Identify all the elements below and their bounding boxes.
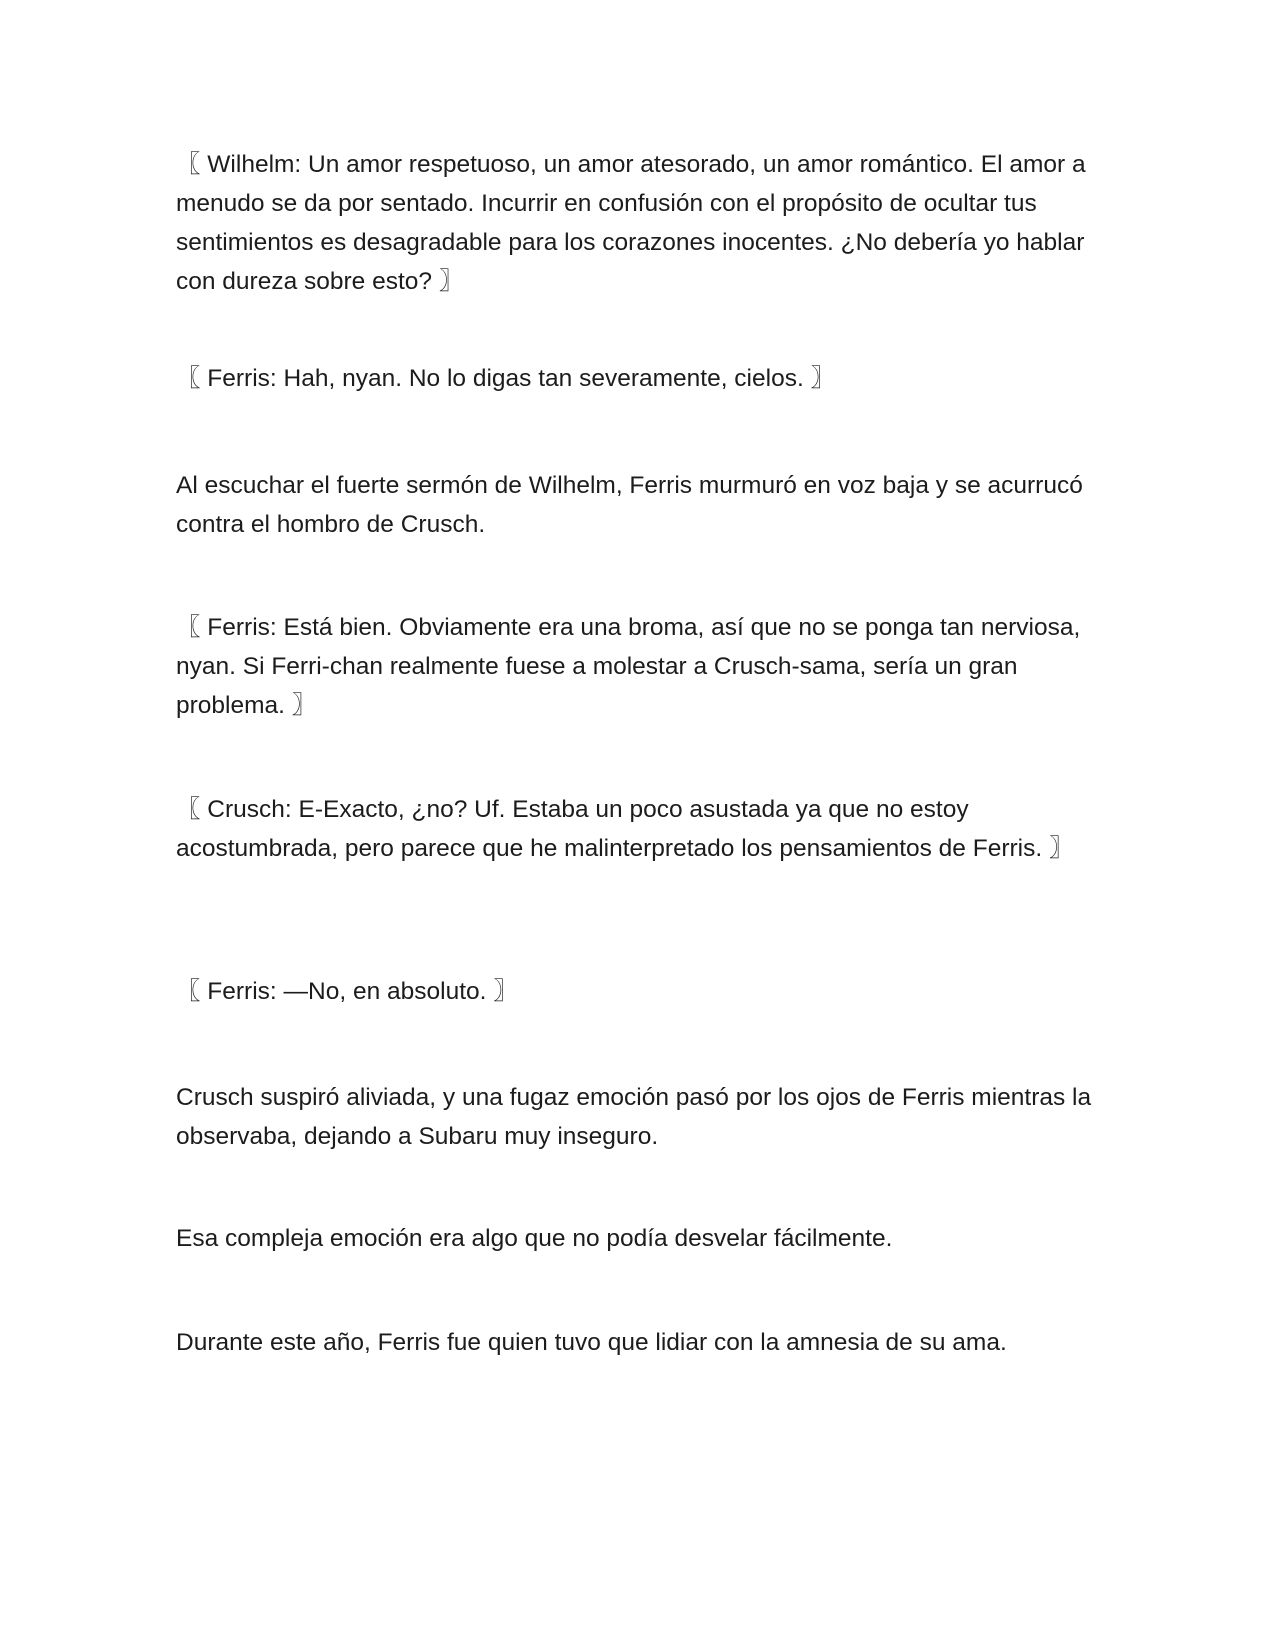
paragraph-ferris-joke: 〖 Ferris: Está bien. Obviamente era una broma, así que no se ponga tan nerviosa, nyan. Si Ferri-chan realmente fuese a molestar a Crusch-sama, sería un gran problema. 〗: [176, 614, 1081, 719]
paragraph-ferris-reply: 〖 Ferris: Hah, nyan. No lo digas tan severamente, cielos. 〗: [176, 365, 836, 392]
paragraph-narration-sermon: Al escuchar el fuerte sermón de Wilhelm, Ferris murmuró en voz baja y se acurrucó contra el hombro de Crusch.: [176, 472, 1083, 538]
paragraph-narration-amnesia: Durante este año, Ferris fue quien tuvo que lidiar con la amnesia de su ama.: [176, 1329, 1007, 1356]
paragraph-crusch-speech: 〖 Crusch: E-Exacto, ¿no? Uf. Estaba un poco asustada ya que no estoy acostumbrada, pero parece que he malinterpretado los pensamientos de Ferris. 〗: [176, 796, 1074, 862]
paragraph-narration-emotion: Esa compleja emoción era algo que no podía desvelar fácilmente.: [176, 1225, 893, 1252]
paragraph-ferris-denial: 〖 Ferris: —No, en absoluto. 〗: [176, 978, 518, 1005]
paragraph-wilhelm-speech: 〖 Wilhelm: Un amor respetuoso, un amor atesorado, un amor romántico. El amor a menudo se da por sentado. Incurrir en confusión con el propósito de ocultar tus sentimientos es desagradable para los corazones inocentes. ¿No debería yo hablar con dureza sobre esto? 〗: [176, 151, 1086, 295]
paragraph-narration-relief: Crusch suspiró aliviada, y una fugaz emoción pasó por los ojos de Ferris mientras la observaba, dejando a Subaru muy inseguro.: [176, 1084, 1092, 1150]
